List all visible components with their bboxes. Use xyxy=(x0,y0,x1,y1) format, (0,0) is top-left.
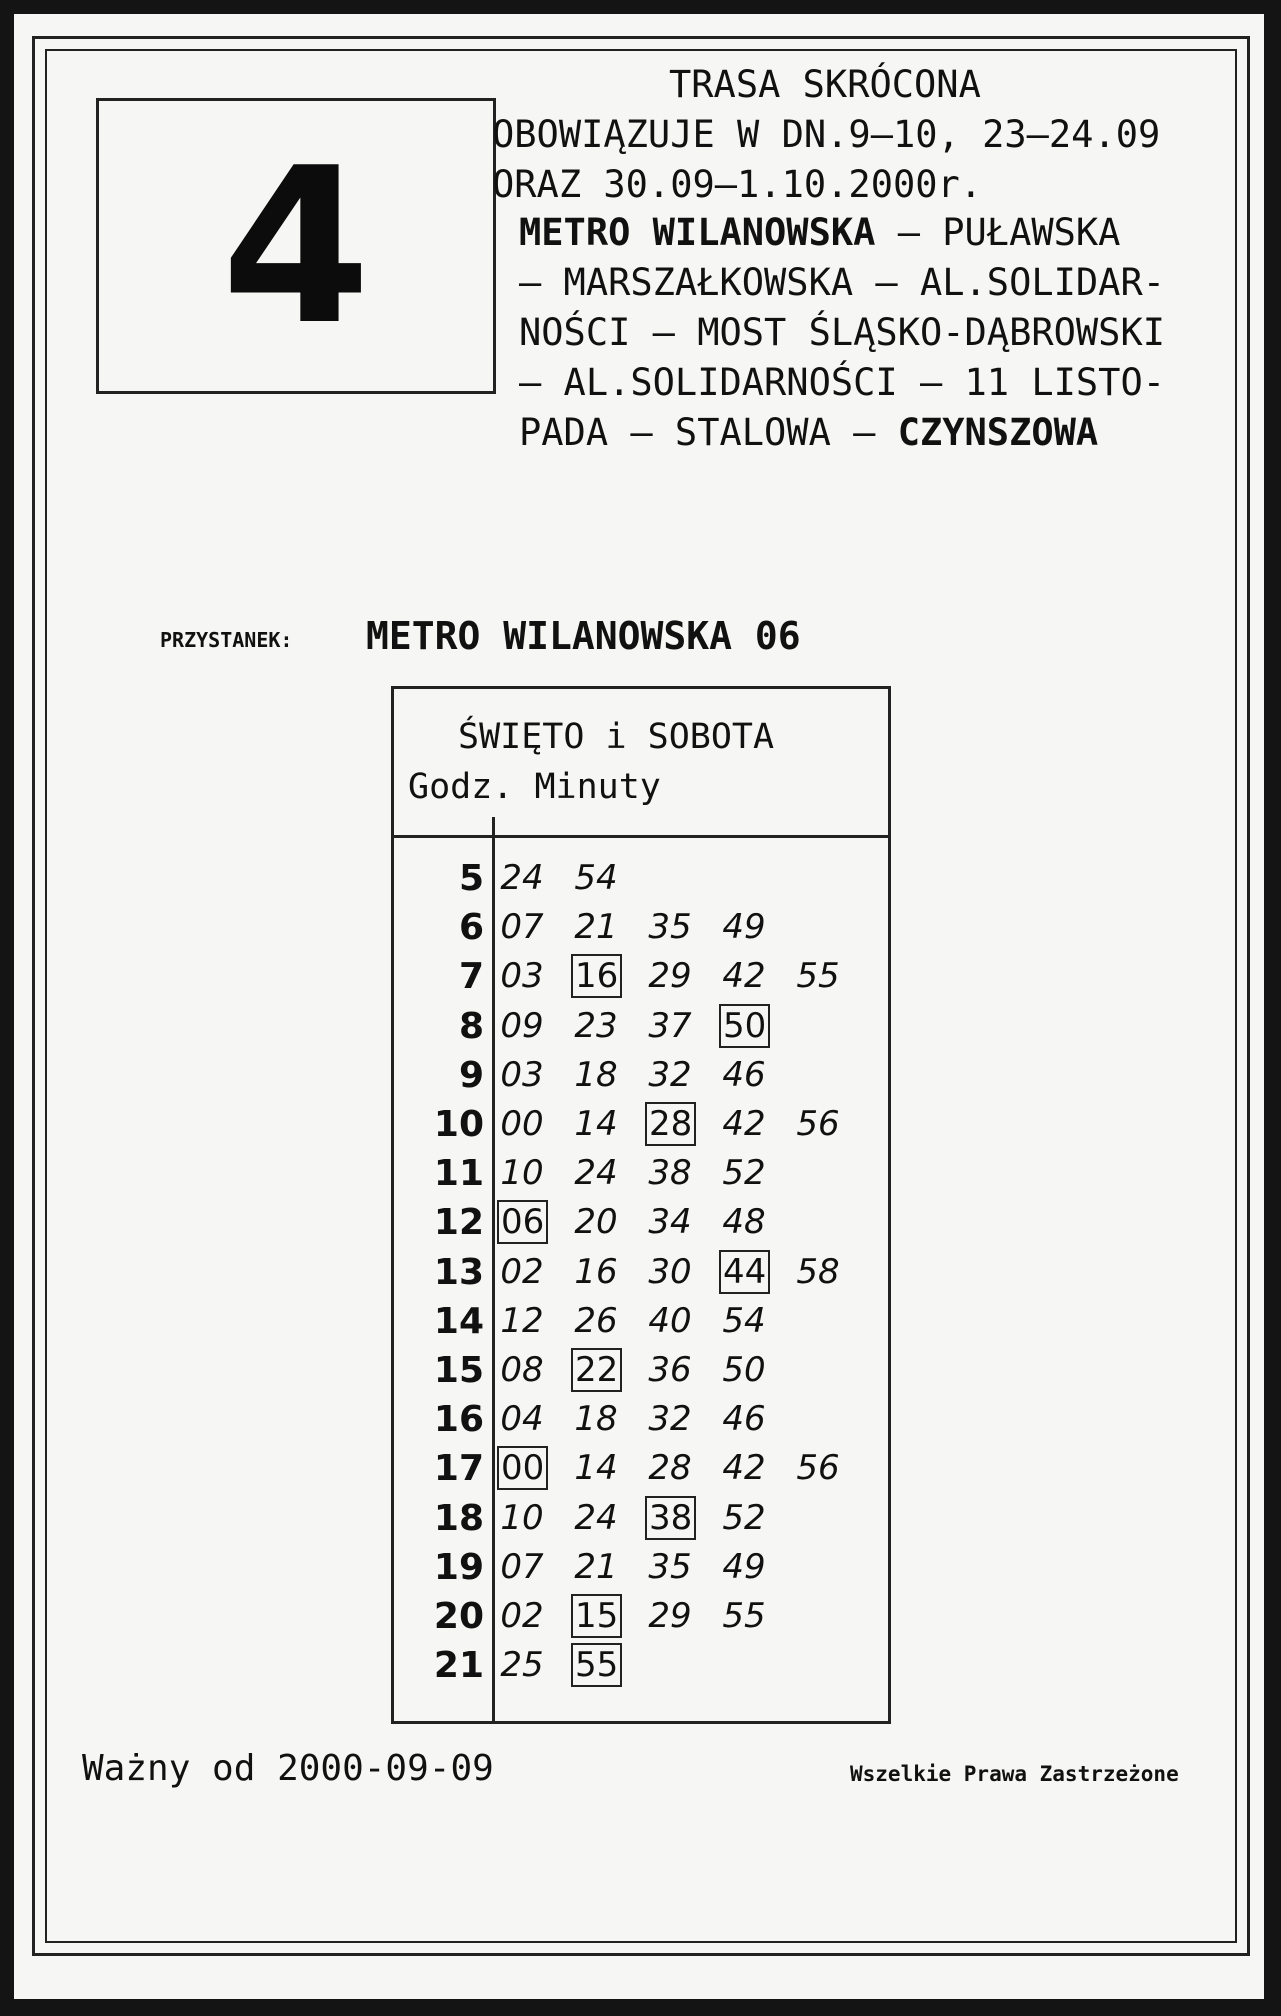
minute-value: 54 xyxy=(722,1300,766,1341)
timetable-row xyxy=(394,1248,888,1297)
departure-minute xyxy=(719,903,769,952)
minute-value: 07 xyxy=(500,907,544,948)
valid-from: Ważny od 2000-09-09 xyxy=(82,1748,494,1789)
hour-cell: 18 xyxy=(433,1497,484,1539)
departure-minute xyxy=(645,1346,695,1395)
minute-value: 03 xyxy=(500,956,544,997)
hour-cell: 17 xyxy=(433,1448,484,1490)
minute-value: 55 xyxy=(722,1596,766,1636)
hour-cell: 19 xyxy=(433,1546,484,1588)
departure-minute xyxy=(497,1002,547,1051)
minute-value: 35 xyxy=(648,1546,692,1587)
minute-value: 14 xyxy=(574,1104,618,1144)
timetable-row xyxy=(394,1395,888,1444)
minute-value: 15 xyxy=(571,1594,622,1638)
departure-minute xyxy=(645,1198,695,1247)
departure-minute xyxy=(497,952,547,1001)
departure-minute xyxy=(719,1149,769,1198)
route-desc-line-2: – MARSZAŁKOWSKA – AL.SOLIDAR- xyxy=(519,261,1166,304)
route-desc-line-1-rest: – PUŁAWSKA xyxy=(875,211,1121,254)
stop-label: PRZYSTANEK: xyxy=(160,628,293,652)
departure-minute xyxy=(571,1002,621,1051)
header-line-3: ORAZ 30.09–1.10.2000r. xyxy=(492,163,983,206)
departure-minute xyxy=(645,1002,695,1051)
departure-minute xyxy=(719,952,769,1001)
col-minutes-header: Minuty xyxy=(534,767,661,807)
minute-value: 38 xyxy=(648,1153,692,1194)
timetable-row xyxy=(394,1297,888,1346)
minute-value: 42 xyxy=(722,1448,766,1489)
departure-minute xyxy=(497,1346,547,1395)
minute-value: 42 xyxy=(722,1104,766,1144)
departure-minute xyxy=(645,1149,695,1198)
hour-cell: 8 xyxy=(458,1005,484,1047)
hour-cell: 15 xyxy=(433,1350,484,1391)
minute-value: 55 xyxy=(571,1643,622,1687)
minute-value: 20 xyxy=(574,1202,618,1243)
departure-minute xyxy=(497,1297,547,1346)
departure-minute xyxy=(645,1395,695,1444)
departure-minute xyxy=(719,1494,769,1543)
hour-cell: 7 xyxy=(458,956,484,998)
stop-name: METRO WILANOWSKA 06 xyxy=(366,614,801,658)
timetable-row xyxy=(394,1444,888,1493)
departure-minute xyxy=(497,1395,547,1444)
route-desc-line-5 xyxy=(519,411,1099,454)
timetable-row xyxy=(394,854,888,903)
minute-value: 37 xyxy=(648,1005,692,1046)
minute-value: 50 xyxy=(722,1350,766,1390)
minute-value: 40 xyxy=(648,1300,692,1341)
minute-value: 12 xyxy=(500,1300,544,1341)
departure-minute xyxy=(719,1444,769,1493)
route-number-box xyxy=(96,98,496,394)
departure-minute xyxy=(719,1543,769,1592)
departure-minute xyxy=(571,1494,621,1543)
timetable-row xyxy=(394,1592,888,1641)
departure-minute xyxy=(645,952,695,1001)
route-desc-line-3: NOŚCI – MOST ŚLĄSKO-DĄBROWSKI xyxy=(519,311,1166,354)
minute-value: 55 xyxy=(796,956,840,997)
departure-minute-marked xyxy=(571,952,621,1001)
minute-value: 23 xyxy=(574,1005,618,1046)
header-line-2: OBOWIĄZUJE W DN.9–10, 23–24.09 xyxy=(492,113,1161,156)
departure-minute xyxy=(719,1346,769,1395)
minute-value: 49 xyxy=(722,1546,766,1587)
departure-minute xyxy=(571,1395,621,1444)
timetable-row xyxy=(394,1149,888,1198)
minute-value: 49 xyxy=(722,907,766,948)
hour-cell: 21 xyxy=(433,1645,484,1687)
minute-value: 02 xyxy=(500,1251,544,1292)
departure-minute xyxy=(645,1592,695,1641)
minute-value: 25 xyxy=(500,1645,544,1686)
hour-cell: 9 xyxy=(458,1054,484,1096)
minute-value: 56 xyxy=(796,1448,840,1489)
route-end: CZYNSZOWA xyxy=(897,411,1099,454)
departure-minute xyxy=(719,1297,769,1346)
hour-cell: 13 xyxy=(433,1251,484,1293)
col-hour-header: Godz. xyxy=(408,767,514,807)
departure-minute xyxy=(719,1395,769,1444)
hour-cell: 12 xyxy=(433,1202,484,1244)
departure-minute xyxy=(571,1149,621,1198)
departure-minute xyxy=(793,952,843,1001)
departure-minute xyxy=(719,1051,769,1100)
departure-minute xyxy=(571,903,621,952)
minute-value: 42 xyxy=(722,956,766,997)
departure-minute-marked xyxy=(719,1248,769,1297)
timetable-row xyxy=(394,1100,888,1149)
minute-value: 24 xyxy=(574,1153,618,1194)
departure-minute-marked xyxy=(645,1494,695,1543)
departure-minute-marked xyxy=(571,1592,621,1641)
column-headers xyxy=(408,767,661,807)
timetable-row xyxy=(394,1494,888,1543)
minute-value: 29 xyxy=(648,956,692,997)
departure-minute xyxy=(571,1444,621,1493)
departure-minute xyxy=(571,854,621,903)
minute-value: 52 xyxy=(722,1153,766,1194)
minute-value: 07 xyxy=(500,1546,544,1587)
header-line-1: TRASA SKRÓCONA xyxy=(669,63,981,106)
minute-value: 38 xyxy=(645,1496,696,1540)
minute-value: 00 xyxy=(500,1104,544,1144)
timetable-row xyxy=(394,1543,888,1592)
timetable-sheet xyxy=(14,14,1264,1999)
minute-value: 18 xyxy=(574,1054,618,1095)
departure-minute xyxy=(497,1592,547,1641)
timetable-row xyxy=(394,1002,888,1051)
minute-value: 56 xyxy=(796,1104,840,1144)
route-desc-line-5-pre: PADA – STALOWA – xyxy=(519,411,898,454)
minute-value: 29 xyxy=(648,1596,692,1636)
departure-minute xyxy=(645,1248,695,1297)
departure-minute xyxy=(645,1444,695,1493)
departure-minute xyxy=(719,1100,769,1149)
minute-value: 24 xyxy=(574,1497,618,1538)
minute-value: 21 xyxy=(574,1546,618,1587)
minute-value: 16 xyxy=(574,1251,618,1292)
minute-value: 32 xyxy=(648,1054,692,1095)
departure-minute-marked xyxy=(497,1444,547,1493)
minute-value: 36 xyxy=(648,1350,692,1390)
hour-cell: 6 xyxy=(458,907,484,949)
minute-value: 30 xyxy=(648,1251,692,1292)
minute-value: 06 xyxy=(497,1200,548,1244)
departure-minute xyxy=(719,1198,769,1247)
minute-value: 32 xyxy=(648,1399,692,1440)
rights-notice: Wszelkie Prawa Zastrzeżone xyxy=(850,1762,1179,1786)
minute-value: 03 xyxy=(500,1054,544,1095)
minute-value: 34 xyxy=(648,1202,692,1243)
minute-value: 26 xyxy=(574,1300,618,1341)
minute-value: 16 xyxy=(571,954,622,998)
hour-cell: 16 xyxy=(433,1399,484,1441)
hour-cell: 14 xyxy=(433,1300,484,1342)
minute-value: 46 xyxy=(722,1399,766,1440)
departure-minute xyxy=(645,1051,695,1100)
departure-minute xyxy=(497,1641,547,1690)
departure-minute xyxy=(497,1494,547,1543)
route-desc-line-4: – AL.SOLIDARNOŚCI – 11 LISTO- xyxy=(519,361,1166,404)
departure-minute xyxy=(571,1543,621,1592)
minute-value: 28 xyxy=(648,1448,692,1489)
hour-cell: 20 xyxy=(433,1596,484,1637)
minute-value: 22 xyxy=(571,1348,622,1392)
timetable-row xyxy=(394,1641,888,1690)
day-type-title: ŚWIĘTO i SOBOTA xyxy=(458,717,775,757)
minute-value: 52 xyxy=(722,1497,766,1538)
departure-minute xyxy=(497,1543,547,1592)
timetable-row xyxy=(394,1198,888,1247)
departure-minute xyxy=(793,1100,843,1149)
minute-value: 18 xyxy=(574,1399,618,1440)
departure-minute-marked xyxy=(571,1641,621,1690)
timetable-row xyxy=(394,952,888,1001)
hour-cell: 10 xyxy=(433,1104,484,1145)
departure-minute-marked xyxy=(571,1346,621,1395)
minute-value: 48 xyxy=(722,1202,766,1243)
departure-minute xyxy=(645,903,695,952)
departure-minute xyxy=(497,1248,547,1297)
timetable-row xyxy=(394,1346,888,1395)
timetable-row xyxy=(394,903,888,952)
departure-minute xyxy=(571,1100,621,1149)
departure-minute xyxy=(497,903,547,952)
departure-minute xyxy=(497,1149,547,1198)
minute-value: 50 xyxy=(719,1004,770,1048)
route-number: 4 xyxy=(221,120,371,372)
departure-minute xyxy=(497,854,547,903)
minute-value: 46 xyxy=(722,1054,766,1095)
minute-value: 09 xyxy=(500,1005,544,1046)
departure-minute-marked xyxy=(719,1002,769,1051)
hour-cell: 5 xyxy=(458,858,484,899)
hour-cell: 11 xyxy=(433,1153,484,1195)
minute-value: 10 xyxy=(500,1153,544,1194)
timetable-box xyxy=(391,686,891,1724)
departure-minute-marked xyxy=(645,1100,695,1149)
departure-minute xyxy=(571,1051,621,1100)
minute-value: 08 xyxy=(500,1350,544,1390)
departure-minute xyxy=(719,1592,769,1641)
minute-value: 04 xyxy=(500,1399,544,1440)
minute-value: 28 xyxy=(645,1102,696,1146)
minute-value: 35 xyxy=(648,907,692,948)
route-desc-line-1 xyxy=(519,211,1121,254)
minute-value: 24 xyxy=(500,858,544,898)
minute-value: 54 xyxy=(574,858,618,898)
departure-minute-marked xyxy=(497,1198,547,1247)
departure-minute xyxy=(645,1297,695,1346)
minute-value: 14 xyxy=(574,1448,618,1489)
departure-minute xyxy=(571,1297,621,1346)
timetable-row xyxy=(394,1051,888,1100)
route-start: METRO WILANOWSKA xyxy=(519,211,876,254)
minute-value: 00 xyxy=(497,1446,548,1490)
departure-minute xyxy=(571,1198,621,1247)
minute-value: 44 xyxy=(719,1250,770,1294)
departure-minute xyxy=(497,1051,547,1100)
departure-minute xyxy=(793,1444,843,1493)
departure-minute xyxy=(571,1248,621,1297)
minute-value: 02 xyxy=(500,1596,544,1636)
departure-minute xyxy=(497,1100,547,1149)
departure-minute xyxy=(645,1543,695,1592)
minute-value: 58 xyxy=(796,1251,840,1292)
minute-value: 10 xyxy=(500,1497,544,1538)
departure-minute xyxy=(793,1248,843,1297)
header-divider xyxy=(394,835,888,838)
minute-value: 21 xyxy=(574,907,618,948)
